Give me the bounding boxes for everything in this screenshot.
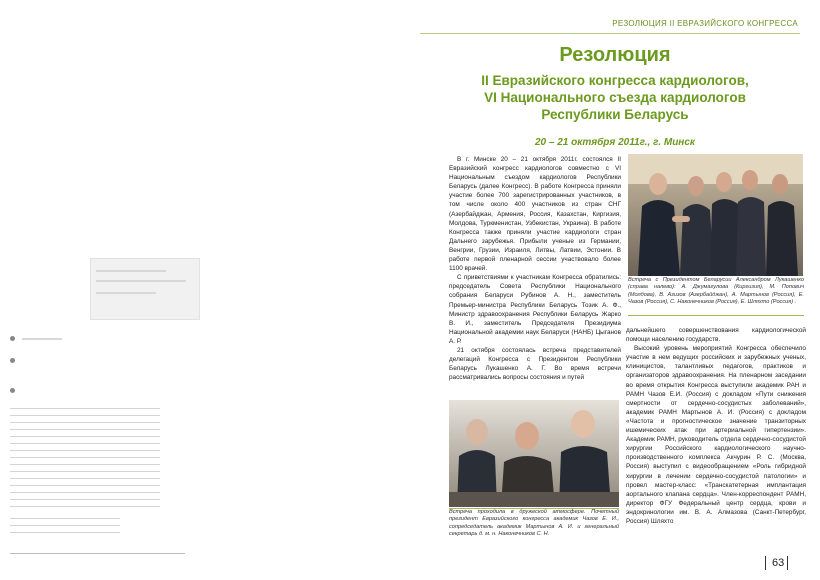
paragraph: Высокий уровень мероприятий Конгресса обеспечило участие в нем ведущих российских и зарубежных ученых, клиницистов, талантливых педагогов, практиков и организаторов здравоохранения. На пленарном заседании во время открытия Конгресса выступили академик РАН и РАМН Чазов Е.И. (Россия) с докладом «Пути снижения смертности от сердечно-сосудистых заболеваний», академик РАМН Мартынов А. И. (Россия) с докладом «Частота и прогностическое значение транзиторных ишемических атак при артериальной гипертензии». Академик РАМН, руководитель отдела сердечно-сосудистой хирургии Российского кардиологического научно-производственного комплекса Акчурин Р. С. (Москва, Россия) выступил с видеообращением «Роль гибридной хирургии в лечении сердечно-сосудистой патологии» и провел мастер-класс: «Транскатетерная имплантация аортального клапана сердца». Член-корреспондент РАМН, директор ФГУ Федеральный центр сердца, крови и эндокринологии им. В. А. Алмазова (Санкт-Петербург, Россия) Шляхто <box>626 345 806 525</box>
page-number-rule <box>765 556 766 570</box>
article-subtitle <box>420 72 810 123</box>
paragraph: С приветствиями к участникам Конгресса обратились: председатель Совета Республики Национального собрания Беларуси Рубинов А. Н., заместитель Премьер-министра Республики Беларусь Тозик А. Ф., Министр здравоохранения Республики Беларусь Жарко В. И., заместитель Председателя Президиума Национальной академии наук Беларуси (НАНБ) Цыганов А. Р. <box>449 274 621 345</box>
article-title: Резолюция <box>559 44 671 66</box>
text-column-left <box>449 155 621 382</box>
faded-line <box>96 280 186 282</box>
subtitle-line: VI Национального съезда кардиологов <box>484 90 746 105</box>
caption-rule <box>449 508 619 509</box>
running-head-text: РЕЗОЛЮЦИЯ II ЕВРАЗИЙСКОГО КОНГРЕССА <box>612 19 798 28</box>
faded-bullet-icon <box>10 388 15 393</box>
dateline: 20 – 21 октября 2011г., г. Минск <box>535 137 695 148</box>
faded-footnote-rule <box>10 553 185 554</box>
faded-bullet-icon <box>10 358 15 363</box>
faded-line <box>96 292 156 294</box>
subtitle-line: II Евразийского конгресса кардиологов, <box>481 73 749 88</box>
photo-meeting-president <box>628 154 803 276</box>
paragraph: дальнейшего совершенствования кардиологической помощи населению государств. <box>626 327 806 344</box>
faded-figure <box>90 258 200 320</box>
faded-bullet-icon <box>10 336 15 341</box>
faded-line <box>96 270 166 272</box>
text-column-right <box>626 326 806 526</box>
running-head <box>420 18 800 34</box>
photo-friendly-atmosphere <box>449 400 619 507</box>
faded-text-block <box>10 515 120 535</box>
photo-caption-2: Встреча проходила в дружеской атмосфере. Почетный президент Евразийского конгресса академик Чазов Е. И., сопредседатель академик Мартынов А. И. и генеральный секретарь д. м. н. Наконечников С. Н. <box>449 509 619 538</box>
photo-meeting-president-image <box>628 154 803 276</box>
page-number-rule <box>787 556 788 570</box>
caption-rule <box>628 315 804 316</box>
paragraph: В г. Минске 20 – 21 октября 2011г. состоялся II Евразийский конгресс кардиологов совместно с VI Национальным съездом кардиологов Республики Беларусь (далее Конгресс). В работе Конгресса приняли участие более 700 зарегистрированных участников, в том числе около 400 участников из стран СНГ (Азербайджан, Армения, Россия, Казахстан, Киргизия, Молдова, Туркменистан, Узбекистан, Украина). В работе Конгресса также приняли участие кардиологи стран Дальнего зарубежья. Прибыли ученые из Германии, Венгрии, Грузии, Израиля, Литвы, Латвии, Эстонии. В работе первой пленарной сессии участвовало более 1100 врачей. <box>449 156 621 273</box>
photo-friendly-atmosphere-image <box>449 400 619 507</box>
photo-caption-1: Встреча с Президентом Беларусии Александром Лукашенко (справа налево): А. Джумагулова (Киргизия), М. Попович (Молдова), В. Азизов (Азербайджан), А. Мартынов (Россия), Е. Чазов (Россия), С. Наконечников (Россия), Е. Шляхто (Россия) . <box>628 277 804 306</box>
faded-text-block <box>10 405 160 510</box>
paragraph: 21 октября состоялась встреча представителей делегаций Конгресса с Президентом Республики Беларусь Лукашенко А. Г. Во время встречи рассматривались вопросы состояния и путей <box>449 346 621 382</box>
right-page <box>410 0 820 580</box>
page-number: 63 <box>772 557 785 569</box>
faded-line <box>22 338 62 340</box>
subtitle-line: Республики Беларусь <box>541 107 689 122</box>
